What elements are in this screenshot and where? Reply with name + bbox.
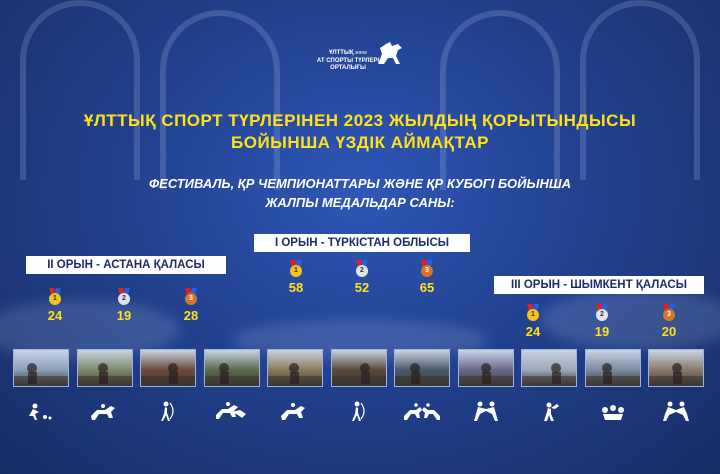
falconry-icon: [529, 400, 569, 422]
togyz-kumalak-icon: [21, 400, 61, 422]
silver-medal-icon: 2: [117, 288, 131, 306]
medal-count: 24: [525, 324, 541, 339]
sport-photo: [331, 349, 387, 387]
horse-logo-icon: [374, 40, 406, 68]
medal-count: 28: [183, 308, 199, 323]
sport-photo: [267, 349, 323, 387]
medal-count: 19: [594, 324, 610, 339]
page-title-line2: БОЙЫНША ҮЗДІК АЙМАҚТАР: [231, 133, 489, 152]
first-place-bronze-medal: [410, 260, 444, 295]
first-place-label: I ОРЫН - ТҮРКІСТАН ОБЛЫСЫ: [254, 234, 470, 252]
sport-photo: [77, 349, 133, 387]
gold-medal-icon: 1: [48, 288, 62, 306]
sport-photo: [585, 349, 641, 387]
background-arch: [440, 10, 560, 190]
sport-photo: [140, 349, 196, 387]
silver-medal-icon: 2: [355, 260, 369, 278]
second-place-silver-medal: [107, 288, 141, 323]
gold-medal-icon: 1: [289, 260, 303, 278]
background-arch: [580, 0, 700, 180]
bronze-medal-icon: 3: [184, 288, 198, 306]
third-place-bronze-medal: [652, 304, 686, 339]
first-place-gold-medal: [279, 260, 313, 295]
archery-2-icon: [339, 400, 379, 422]
asyk-atu-icon: [593, 400, 633, 422]
sport-photo: [648, 349, 704, 387]
wrestling-icon: [656, 400, 696, 422]
audaryspak-icon: [402, 400, 442, 422]
third-place-silver-medal: [585, 304, 619, 339]
bronze-medal-icon: 3: [420, 260, 434, 278]
horse-racing-icon: [85, 400, 125, 422]
second-place-gold-medal: [38, 288, 72, 323]
horse-racing-2-icon: [275, 400, 315, 422]
sport-photo: [13, 349, 69, 387]
logo-text: ҰЛТТЫҚ және АТ СПОРТЫ ТҮРЛЕРІ ОРТАЛЫҒЫ: [316, 50, 380, 71]
first-place-silver-medal: [345, 260, 379, 295]
third-place-label: III ОРЫН - ШЫМКЕНТ ҚАЛАСЫ: [494, 276, 704, 294]
medal-count: 24: [47, 308, 63, 323]
medal-count: 20: [661, 324, 677, 339]
organization-logo: [312, 40, 412, 90]
page-title: ҰЛТТЫҚ СПОРТ ТҮРЛЕРІНЕН 2023 ЖЫЛДЫҢ ҚОРЫТЫНДЫСЫ: [83, 111, 637, 130]
page-subtitle: ФЕСТИВАЛЬ, ҚР ЧЕМПИОНАТТАРЫ ЖӘНЕ ҚР КУБОГІ БОЙЫНША: [149, 176, 571, 191]
medal-count: 19: [116, 308, 132, 323]
second-place-label: II ОРЫН - АСТАНА ҚАЛАСЫ: [26, 256, 226, 274]
second-place-bronze-medal: [174, 288, 208, 323]
background-arch: [20, 0, 140, 180]
third-place-gold-medal: [516, 304, 550, 339]
medal-count: 58: [288, 280, 304, 295]
sport-photo: [204, 349, 260, 387]
sport-photo: [521, 349, 577, 387]
sport-photo: [394, 349, 450, 387]
medal-count: 52: [354, 280, 370, 295]
bronze-medal-icon: 3: [662, 304, 676, 322]
page-subtitle-line2: ЖАЛПЫ МЕДАЛЬДАР САНЫ:: [265, 195, 455, 210]
sport-photo: [458, 349, 514, 387]
background-arch: [160, 10, 280, 190]
kazakh-kuresi-icon: [466, 400, 506, 422]
archery-icon: [148, 400, 188, 422]
medal-count: 65: [419, 280, 435, 295]
kokpar-icon: [212, 400, 252, 422]
gold-medal-icon: 1: [526, 304, 540, 322]
background-smoke: [540, 290, 720, 350]
silver-medal-icon: 2: [595, 304, 609, 322]
